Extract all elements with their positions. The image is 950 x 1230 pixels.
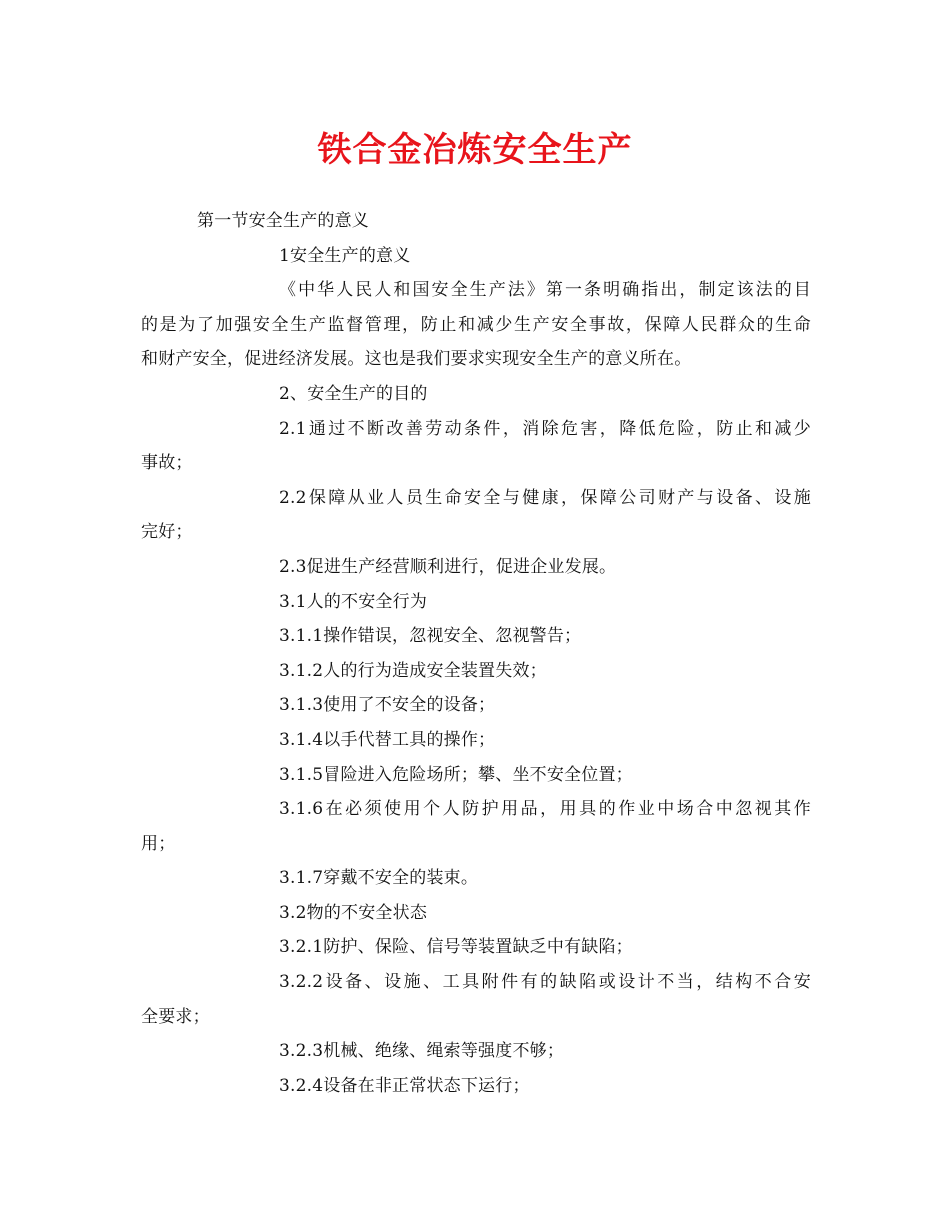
text-line: 3.1.2人的行为造成安全装置失效； xyxy=(279,660,547,681)
document-title: 铁合金冶炼安全生产 xyxy=(317,130,633,170)
text-line: 3.1人的不安全行为 xyxy=(279,591,428,612)
text-line: 3.2物的不安全状态 xyxy=(279,902,428,923)
text-line: 全要求； xyxy=(141,1006,210,1027)
text-line: 3.1.7穿戴不安全的装束。 xyxy=(279,868,479,889)
text-line: 3.2.3机械、绝缘、绳索等强度不够； xyxy=(279,1041,565,1062)
text-line: 用； xyxy=(141,833,176,854)
text-line: 3.1.1操作错误，忽视安全、忽视警告； xyxy=(279,626,582,647)
text-line: 3.2.4设备在非正常状态下运行； xyxy=(279,1075,530,1096)
text-line: 《中华人民人和国安全生产法》第一条明确指出，制定该法的目 xyxy=(279,280,811,301)
text-line: 和财产安全，促进经济发展。这也是我们要求实现安全生产的意义所在。 xyxy=(141,349,692,370)
text-line: 2.2保障从业人员生命安全与健康，保障公司财产与设备、设施 xyxy=(279,487,811,508)
text-line: 事故； xyxy=(141,453,193,474)
text-line: 2、安全生产的目的 xyxy=(279,383,428,404)
text-line: 3.1.4以手代替工具的操作； xyxy=(279,729,496,750)
text-line: 3.1.3使用了不安全的设备； xyxy=(279,695,496,716)
text-line: 完好； xyxy=(141,522,193,543)
text-line: 3.2.1防护、保险、信号等装置缺乏中有缺陷； xyxy=(279,937,633,958)
text-line: 3.1.5冒险进入危险场所；攀、坐不安全位置； xyxy=(279,764,633,785)
text-line: 2.1通过不断改善劳动条件，消除危害，降低危险，防止和减少 xyxy=(279,418,811,439)
text-line: 的是为了加强安全生产监督管理，防止和减少生产安全事故，保障人民群众的生命 xyxy=(141,314,811,335)
text-line: 3.1.6在必须使用个人防护用品，用具的作业中场合中忽视其作 xyxy=(279,799,811,820)
text-line: 3.2.2设备、设施、工具附件有的缺陷或设计不当，结构不合安 xyxy=(279,972,811,993)
text-line: 第一节安全生产的意义 xyxy=(197,211,369,231)
text-line: 1安全生产的意义 xyxy=(279,245,411,266)
document-body xyxy=(141,204,811,1103)
text-line: 2.3促进生产经营顺利进行，促进企业发展。 xyxy=(279,556,617,577)
